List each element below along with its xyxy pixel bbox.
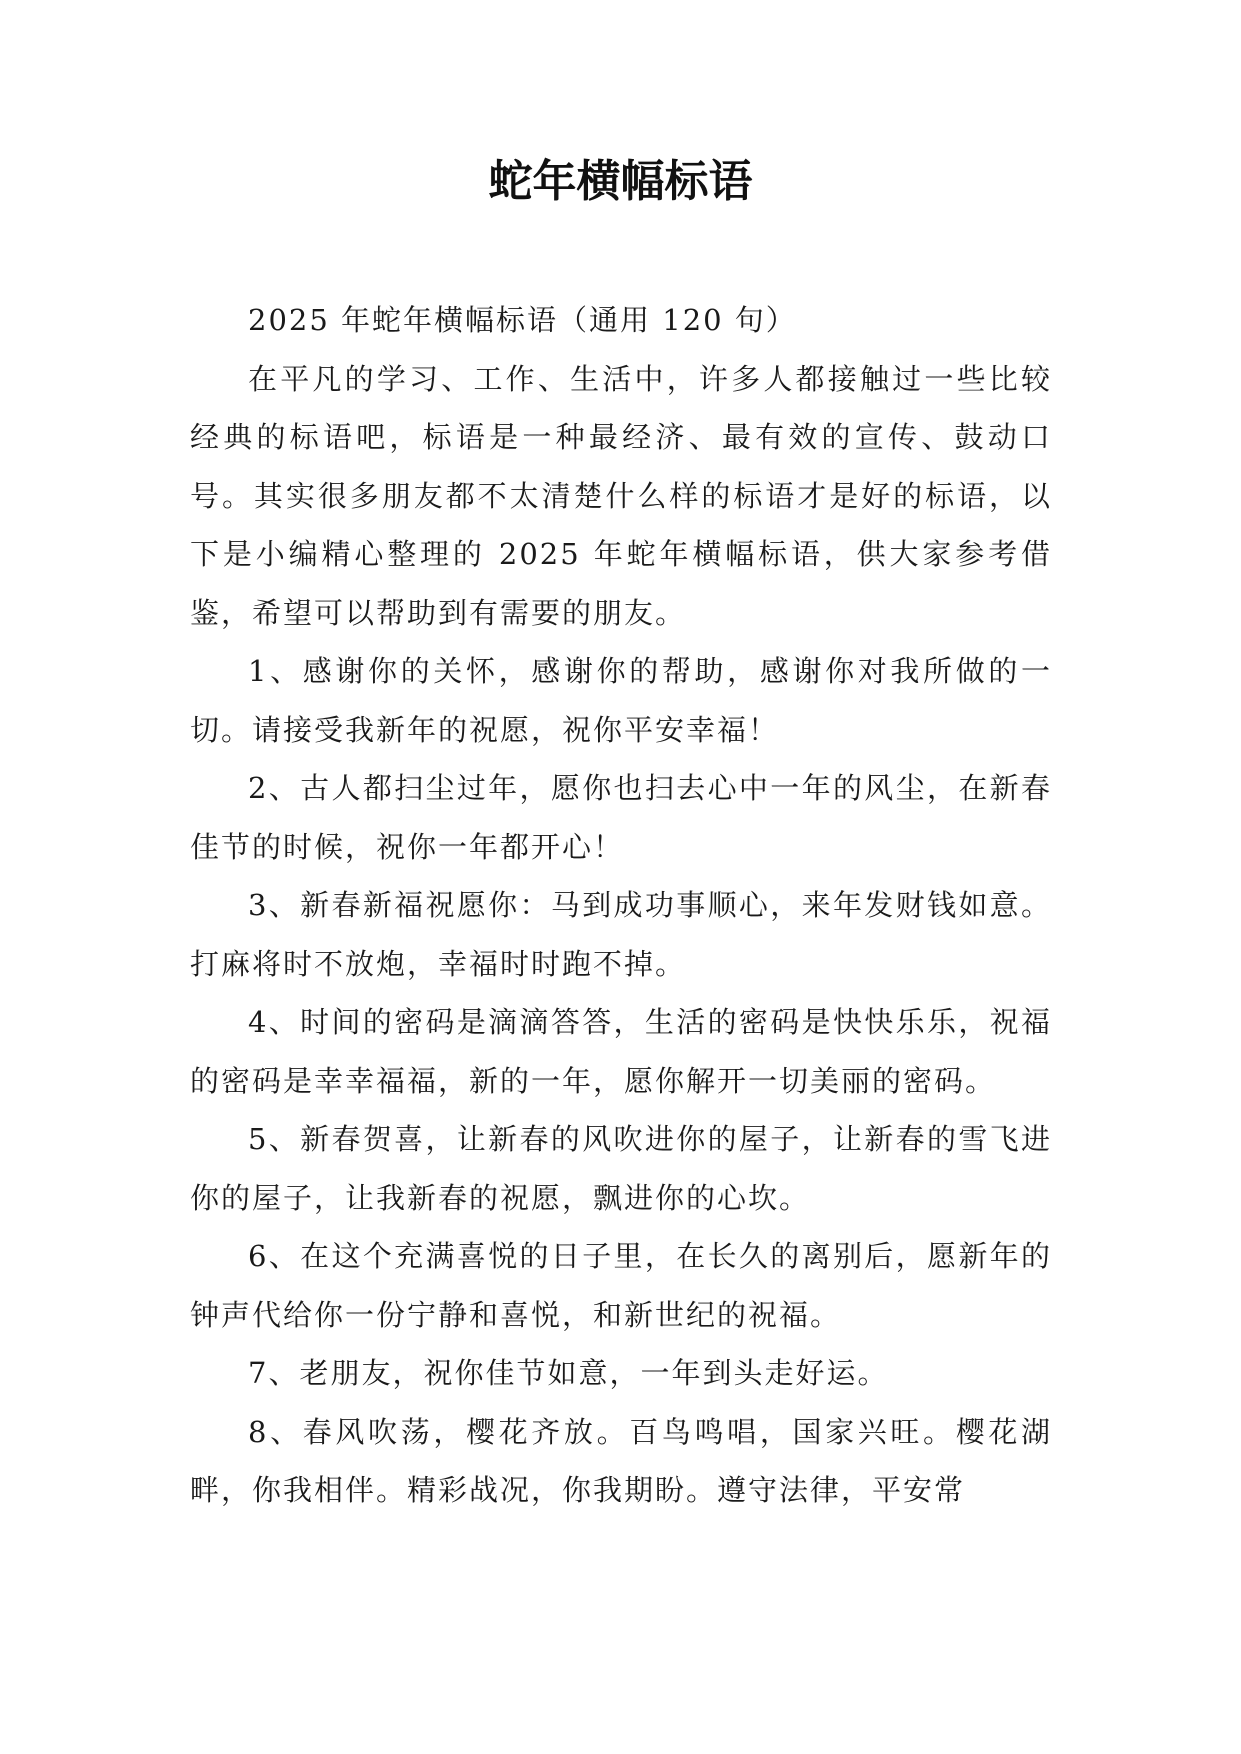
slogan-item-1: 1、感谢你的关怀，感谢你的帮助，感谢你对我所做的一切。请接受我新年的祝愿，祝你平安幸福！ bbox=[190, 654, 1052, 747]
slogan-item-6: 6、在这个充满喜悦的日子里，在长久的离别后，愿新年的钟声代给你一份宁静和喜悦，和新世纪的祝福。 bbox=[190, 1239, 1052, 1332]
subtitle-paragraph: 2025 年蛇年横幅标语（通用 120 句） bbox=[248, 303, 797, 337]
document-title: 蛇年横幅标语 bbox=[488, 156, 753, 207]
slogan-item-5: 5、新春贺喜，让新春的风吹进你的屋子，让新春的雪飞进你的屋子，让我新春的祝愿，飘进你的心坎。 bbox=[190, 1122, 1052, 1215]
slogan-item-7: 7、老朋友，祝你佳节如意，一年到头走好运。 bbox=[248, 1356, 889, 1390]
slogan-item-3: 3、新春新福祝愿你：马到成功事顺心，来年发财钱如意。打麻将时不放炮，幸福时时跑不掉。 bbox=[190, 888, 1052, 981]
slogan-item-8: 8、春风吹荡，樱花齐放。百鸟鸣唱，国家兴旺。樱花湖畔，你我相伴。精彩战况，你我期盼。遵守法律，平安常 bbox=[190, 1414, 1052, 1507]
intro-paragraph: 在平凡的学习、工作、生活中，许多人都接触过一些比较经典的标语吧，标语是一种最经济、最有效的宣传、鼓动口号。其实很多朋友都不太清楚什么样的标语才是好的标语，以下是小编精心整理的 2025 年蛇年横幅标语，供大家参考借鉴，希望可以帮助到有需要的朋友。 bbox=[190, 361, 1052, 630]
slogan-item-2: 2、古人都扫尘过年，愿你也扫去心中一年的风尘，在新春佳节的时候，祝你一年都开心！ bbox=[190, 771, 1052, 864]
document-body bbox=[190, 291, 1052, 1520]
slogan-item-4: 4、时间的密码是滴滴答答，生活的密码是快快乐乐，祝福的密码是幸幸福福，新的一年，愿你解开一切美丽的密码。 bbox=[190, 1005, 1052, 1098]
